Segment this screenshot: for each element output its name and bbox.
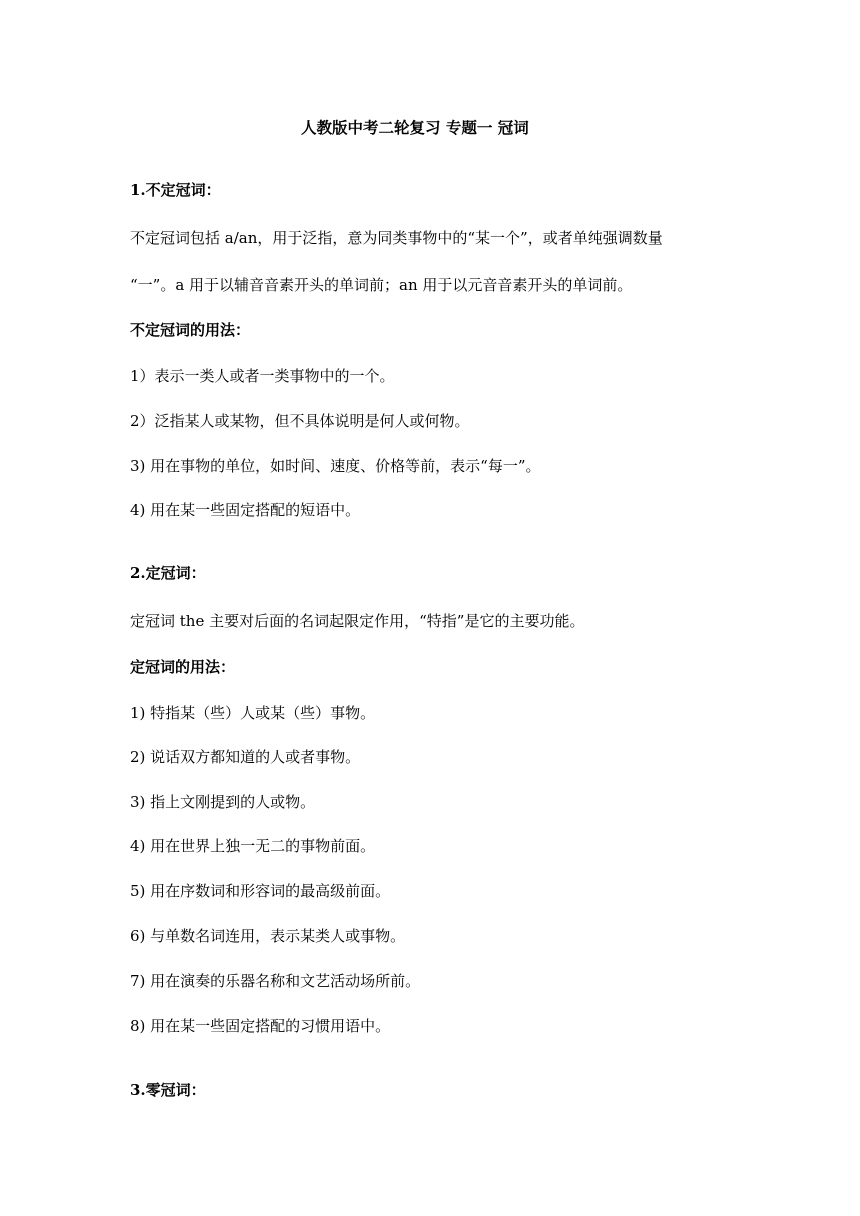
- section1-intro-line1: 不定冠词包括 a/an，用于泛指，意为同类事物中的“某一个”，或者单纯强调数量: [130, 229, 663, 247]
- section1-usage-heading: 不定冠词的用法：: [130, 321, 251, 339]
- section2-usage-heading: 定冠词的用法：: [130, 658, 236, 676]
- section1-item-3: 3) 用在事物的单位，如时间、速度、价格等前，表示“每一”。: [130, 457, 541, 475]
- section2-item-3: 3) 指上文刚提到的人或物。: [130, 793, 316, 811]
- section2-item-1: 1) 特指某（些）人或某（些）事物。: [130, 704, 376, 722]
- section2-intro: 定冠词 the 主要对后面的名词起限定作用，“特指”是它的主要功能。: [130, 612, 585, 630]
- section2-item-5: 5) 用在序数词和形容词的最高级前面。: [130, 882, 391, 900]
- section2-item-4: 4) 用在世界上独一无二的事物前面。: [130, 837, 376, 855]
- section2-heading: 2.定冠词：: [130, 564, 206, 582]
- section2-item-6: 6) 与单数名词连用，表示某类人或事物。: [130, 927, 406, 945]
- section2-item-2: 2) 说话双方都知道的人或者事物。: [130, 748, 361, 766]
- section1-intro-line2: “一”。a 用于以辅音音素开头的单词前；an 用于以元音音素开头的单词前。: [130, 276, 633, 294]
- section3-heading: 3.零冠词：: [130, 1081, 206, 1099]
- section2-item-8: 8) 用在某一些固定搭配的习惯用语中。: [130, 1017, 391, 1035]
- section1-item-4: 4) 用在某一些固定搭配的短语中。: [130, 501, 361, 519]
- section1-item-2: 2）泛指某人或某物，但不具体说明是何人或何物。: [130, 412, 470, 430]
- section1-item-1: 1）表示一类人或者一类事物中的一个。: [130, 367, 395, 385]
- section2-item-7: 7) 用在演奏的乐器名称和文艺活动场所前。: [130, 972, 421, 990]
- section1-heading: 1.不定冠词：: [130, 181, 221, 199]
- page-title: 人教版中考二轮复习 专题一 冠词: [301, 118, 529, 137]
